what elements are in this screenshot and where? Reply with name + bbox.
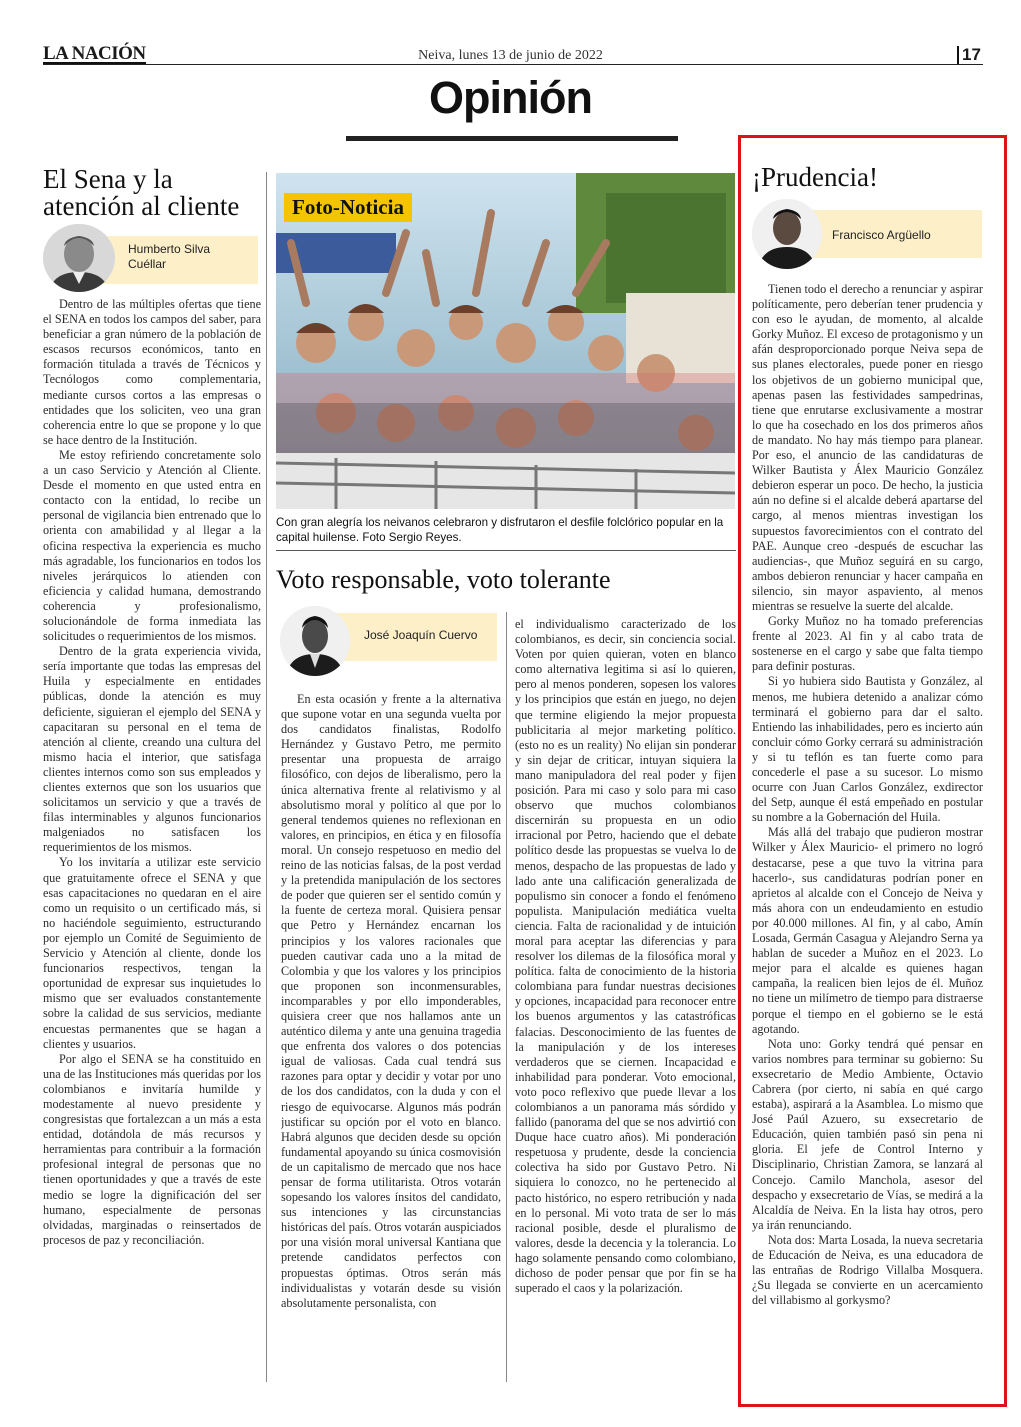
article-title: El Sena y la atención al cliente <box>43 164 240 221</box>
paragraph: En esta ocasión y frente a la alternativa que supone votar en una segunda vuelta por dos candidatos finalistas, Rodolfo Hernández y Gustavo Petro, me permito presentar una propuesta de arraigo filosófico, con dejos de liberalismo, pero la única alternativa frente al relativismo y al absolutismo moral y político al que por lo general tendemos quienes no reflexionan en valores, en principios, en ética y en filosofía moral. Un consejo respetuoso en medio del reino de las noticias falsas, de la post verdad y la pretendida manipulación de los sectores de poder que quieren ser el sentido común y la fuente de certeza moral. Quisiera pensar que Petro y Hernández encarnan los principios y los valores racionales que pueden cautivar cada uno a la mitad de Colombia y que los valores y los principios que proponen son inconmensurables, incomparables y por ello imponderables, quisiera creer que nos hallamos ante un auténtico dilema y ante una genuina tragedia que enfrenta dos valores o dos potencias igual de valiosas. Cada cual tendrá sus razones para optar y decidir y votar por uno de los dos candidatos, con la duda y con el riesgo de equivocarse. Algunos más podrán justificar su opción por el voto en blanco. Habrá algunos que deciden desde su opción fundamental apoyando su única cosmovisión de un capitalismo de mercado que nos hace pensar de forma utilitarista. Otros votarán sopesando los valores ínsitos del candidato, sus intenciones y las circunstancias históricas del país. Otros votarán auspiciados por una visión moral universal Kantiana que pretende candidatos perfectos con propuestas óptimas. Otros serán más individualistas y votarán desde su visión absolutamente personalista, con <box>281 692 501 1310</box>
news-photo <box>276 173 735 509</box>
section-title: Opinión <box>429 72 592 123</box>
article-title: Voto responsable, voto tolerante <box>276 565 611 594</box>
author-name: Humberto Silva Cuéllar <box>128 242 211 271</box>
newspaper-logo: LA NACIÓN <box>43 43 146 64</box>
column-divider <box>266 172 267 1382</box>
issue-date: Neiva, lunes 13 de junio de 2022 <box>418 48 603 63</box>
section-divider <box>276 550 736 551</box>
paragraph: Yo los invitaría a utilizar este servicio que gratuitamente ofrece el SENA y que esas capacitaciones no quedaran en el aire como un requisito o un certificado más, si no haciéndole seguimiento, estructurando por ejemplo un Comité de Seguimiento de Servicio y Atención al cliente, donde los funcionarios respectivos, tengan la oportunidad de expresar sus inquietudes lo mismo que ser evaluados constantemente sobre la calidad de sus servicios, mediante encuestas permanentes que se hagan a clientes y usuarios. <box>43 855 261 1051</box>
author-photo <box>752 199 822 269</box>
author-photo <box>280 606 350 676</box>
paragraph: Dentro de las múltiples ofertas que tiene el SENA en todos los campos del saber, para beneficiar a gran número de la población de escasos recursos económicos, tanto en formación titulada a través de Técnicos y Tecnólogos como complementaria, mediante cursos cortos a las empresas o entidades que los soliciten, veo una gran coherencia entre lo que se propone y lo que se hace dentro de la Institución. <box>43 297 261 447</box>
paragraph: Dentro de la grata experiencia vivida, sería importante que todas las empresas del Huila y especialmente en entidades públicas, donde la atención es muy deficiente, siguieran el ejemplo del SENA y capacitaran su personal en el tema de atención al cliente, creando una cultura del mismo hacia el interior, que satisfaga clientes internos como son sus empleados y clientes externos que son los usuarios que solicitamos un servicio y que a través de filas interminables y algunos funcionarios malgeniados no satisfacen los requerimientos de los mismos. <box>43 644 261 855</box>
paragraph: Si yo hubiera sido Bautista y González, al menos, me hubiera detenido a analizar cómo terminará el gobierno para dar el salto. Entiendo las inhabilidades, pero es incierto aún concluir cómo Gorky cerrará su administración y si tu teflón es tan fuerte como para concederle el pase a su sucesor. Lo mismo ocurre con Juan Carlos González, exdirector del Setp, aunque él está empeñado en postular su nombre a la Gobernación del Huila. <box>752 674 983 825</box>
article-body <box>43 297 261 1382</box>
paragraph: Más allá del trabajo que pudieron mostrar Wilker y Álex Mauricio- el primero no logró destacarse, pese a que tuvo la vitrina para hacerlo-, sus candidaturas podrían poner en aprietos al alcalde con el Concejo de Neiva y más ahora con un endeudamiento en estudio por 40.000 millones. Al fin, y al cabo, Amín Losada, Germán Casagua y Alejandro Serna ya hablan de suceder a Muñoz en el 2023. Lo mejor para el alcalde es quienes hagan campaña, la realicen bien lejos de él. Muñoz no tiene un milímetro de tiempo para distraerse porque el tiempo en el gobierno se le está agotando. <box>752 825 983 1036</box>
article-body <box>281 692 501 1382</box>
article-body <box>752 282 983 1382</box>
header-rule <box>43 64 983 65</box>
paragraph: Tienen todo el derecho a renunciar y aspirar políticamente, pero deberían tener prudencia y con eso le ayudan, de momento, al alcalde Gorky Muñoz. El exceso de protagonismo y un afán desproporcionado porque Neiva sepa de sus planes electorales, puede poner en riesgo los objetivos de un gobierno municipal que, apenas pasen las festividades sampedrinas, tiene que enrutarse exclusivamente a mostrar lo que ha cosechado en los dos primeros años de mandato. No hay más tiempo para planear. Por eso, el anuncio de las candidaturas de Wilker Bautista y Álex Mauricio González debieron esperar un poco. De hecho, la justicia aún no define si el alcalde deberá apartarse del cargo, al menos mientras investigan los supuestos favorecimientos con el contrato del PAE. Aunque creo -después de escuchar las audiencias-, que Muñoz seguirá en su cargo, ambos debieron renunciar y hacer campaña en silencio, sin mayor aspaviento, al menos mientras se resuelve la suerte del alcalde. <box>752 282 983 613</box>
section-underline <box>346 136 678 141</box>
page-number: 17 <box>957 46 981 64</box>
paragraph: Gorky Muñoz no ha tomado preferencias frente al 2023. Al fin y al cabo trata de sostenerse en el cargo y sabe que falta tiempo para definir posturas. <box>752 614 983 674</box>
author-name: José Joaquín Cuervo <box>364 628 478 642</box>
paragraph: Nota uno: Gorky tendrá qué pensar en varios nombres para terminar su gobierno: Su exsecretario de Medio Ambiente, Octavio Cabrera (por cierto, ni sabía en qué cargo estaba), aspirará a la Asamblea. Lo mismo que José Paúl Azuero, su exsecretario de Educación, quien también pasó sin pena ni gloria. El jefe de Control Interno y Disciplinario, Christian Zamora, se lanzará al Concejo. Camilo Manchola, asesor del despacho y exsecretario de Vías, se medirá a la Alcaldía de Neiva. En la lista hay otros, pero ya irán renunciando. <box>752 1036 983 1232</box>
paragraph: el individualismo caracterizado de los colombianos, es decir, sin conciencia social. Voten por quien quieran, voten en blanco como alternativa legitima si así lo quieren, pero al menos ponderen, sopesen los valores y los principios que están en juego, no dejen que termine eligiendo la mejor propuesta publicitaria al mejor marketing político. (esto no es un reality) No elijan sin ponderar y sin dejar de criticar, intuyan siquiera la mano manipuladora del real poder y fijen posición. Para mi caso y solo para mi caso observo que muchos colombianos discernirán su propuesta en un odio irracional por Petro, haciendo que el debate político desde las propuestas se vuelva lo de menos, despacho de las propuestas de lado y lado ante una calificación generalizada de populismo sin conocer a fondo el fenómeno populista. Manipulación mediática vuelta ciencia. Falta de racionalidad y de intuición moral para aceptar las diferencias y para resolver los dilemas de la filosófica moral y política. falta de conocimiento de la historia colombiana para fundar nuestras decisiones y opciones, incapacidad para reconocer entre los buenos argumentos y las catastróficas falacias. Desconocimiento de las fuentes de la manipulación y de los intereses verdaderos que se ciernen. Incapacidad e inhabilidad para ponderar. Voto emocional, voto poco reflexivo que puede llevar a los colombianos a un panorama más sórdido y fallido (panorama del que se nos advirtió con Duque hace cuatro años). Mi ponderación respetuosa y prudente, desde la conciencia colectiva ha sido por Gustavo Petro. Ni siquiera lo conozco, no he pertenecido al pacto histórico, no espero retribución y nada en lo personal. Mi voto trata de ser lo más racional posible, desde el pluralismo de valores, desde la decencia y la tolerancia. Lo hago solamente pensando como colombiano, dichoso de poder pensar que por fin se ha superado el caos y la polarización. <box>515 617 736 1296</box>
article-title: ¡Prudencia! <box>752 162 878 192</box>
photo-news-badge: Foto-Noticia <box>284 193 412 222</box>
paragraph: Me estoy refiriendo concretamente solo a un caso Servicio y Atención al Cliente. Desde el momento en que usted entra en contacto con la entidad, lo recibe un personal de vigilancia bien entrenado que lo orienta con amabilidad y al llegar a la oficina respectiva la experiencia es mucho más agradable, los funcionarios en todos los niveles jerárquicos lo atienden con eficiencia y calidad humana, demostrando coherencia y profesionalismo, solucionándole de forma inmediata las solicitudes o requerimientos de los mismos. <box>43 447 261 644</box>
photo-caption: Con gran alegría los neivanos celebraron y disfrutaron el desfile folclórico popular en la capital huilense. Foto Sergio Reyes. <box>276 516 724 544</box>
article-body <box>515 617 736 1382</box>
paragraph: Nota dos: Marta Losada, la nueva secretaria de Educación de Neiva, es una educadora de las entrañas de Rodrigo Villalba Mosquera. ¿Su llegada se convierte en un acercamiento del villabismo al gorkysmo? <box>752 1232 983 1308</box>
author-photo <box>43 224 115 292</box>
column-divider <box>506 612 507 1382</box>
author-name: Francisco Argüello <box>832 228 931 242</box>
paragraph: Por algo el SENA se ha constituido en una de las Instituciones más queridas por los colombianos e invitaría humilde y modestamente al nuevo presidente y congresistas que fortalezcan a un más a esta entidad, dotándola de más recursos y herramientas para contribuir a la formación profesional integral de personas que no tienen oportunidades y que a través de este medio se logre la dignificación del ser humano, especialmente de personas olvidadas, marginadas o reinsertados de procesos de paz y reconciliación. <box>43 1051 261 1247</box>
